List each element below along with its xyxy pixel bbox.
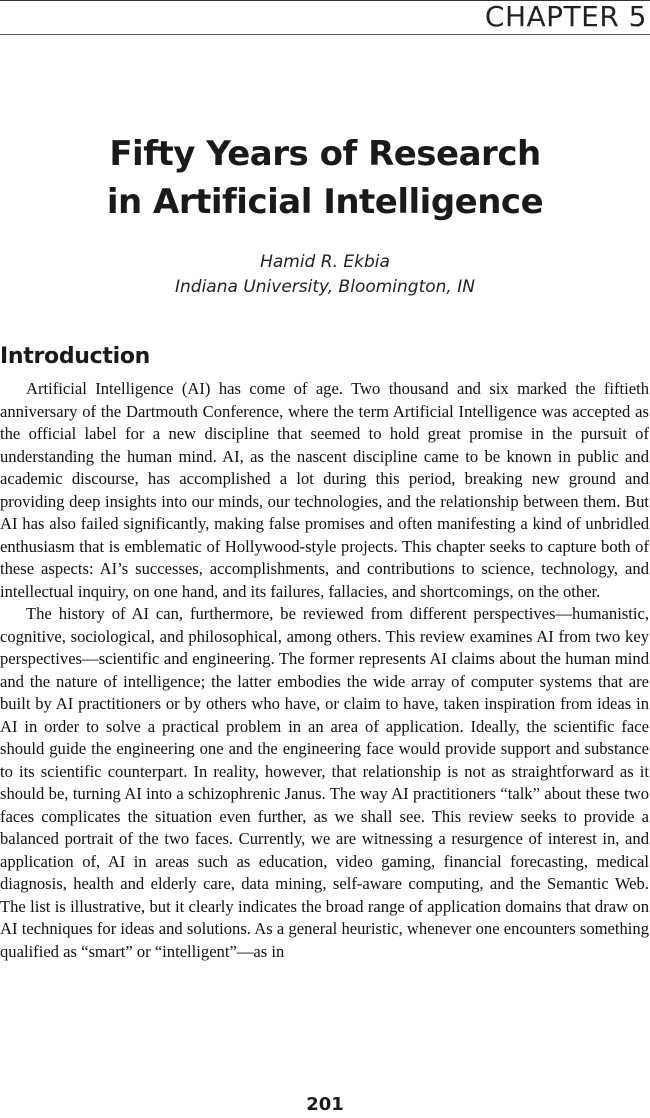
page-number: 201 xyxy=(306,1094,344,1115)
body-text xyxy=(0,378,649,963)
author-name: Hamid R. Ekbia xyxy=(260,252,390,272)
chapter-title xyxy=(0,130,650,226)
author-affiliation: Indiana University, Bloomington, IN xyxy=(175,277,475,297)
chapter-title-line-1: Fifty Years of Research xyxy=(109,134,541,174)
chapter-rule xyxy=(0,34,650,35)
paragraph: The history of AI can, furthermore, be reviewed from different perspectives—humanistic, cognitive, sociological, and philosophical, among others. This review examines AI from two key perspectives—scientific and engineering. The former represents AI claims about the human mind and the nature of intelligence; the latter embodies the wide array of computer systems that are built by AI practitioners or by others who have, or claim to have, taken inspiration from ideas in AI in order to solve a practical problem in an area of application. Ideally, the scientific face should guide the engineering one and the engineering face would provide support and substance to its scientific counterpart. In reality, however, that relationship is not as straightforward as it should be, turning AI into a schizophrenic Janus. The way AI practitioners “talk” about these two faces complicates the situation even further, as we shall see. This review seeks to provide a balanced portrait of the two faces. Currently, we are witnessing a resurgence of interest in, and application of, AI in areas such as education, video gaming, financial forecasting, medical diagnosis, health and elderly care, data mining, self-aware computing, and the Semantic Web. The list is illustrative, but it clearly indicates the broad range of application domains that draw on AI techniques for ideas and solutions. As a general heuristic, whenever one encounters something qualified as “smart” or “intelligent”—as in xyxy=(0,604,649,961)
paragraph: Artificial Intelligence (AI) has come of age. Two thousand and six marked the fiftieth anniversary of the Dartmouth Conference, where the term Artificial Intelligence was accepted as the official label for a new discipline that seemed to hold great promise in the pursuit of understanding the human mind. AI, as the nascent discipline came to be known in public and academic discourse, has accomplished a lot during this period, breaking new ground and providing deep insights into our minds, our technologies, and the relationship between them. But AI has also failed significantly, making false promises and often manifesting a kind of unbridled enthusiasm that is emblematic of Hollywood-style projects. This chapter seeks to capture both of these aspects: AI’s successes, accomplishments, and contributions to science, technology, and intellectual inquiry, on one hand, and its failures, fallacies, and shortcomings, on the other. xyxy=(0,379,649,601)
chapter-label: CHAPTER 5 xyxy=(484,0,647,33)
chapter-title-line-2: in Artificial Intelligence xyxy=(106,182,544,222)
section-heading: Introduction xyxy=(0,344,151,369)
